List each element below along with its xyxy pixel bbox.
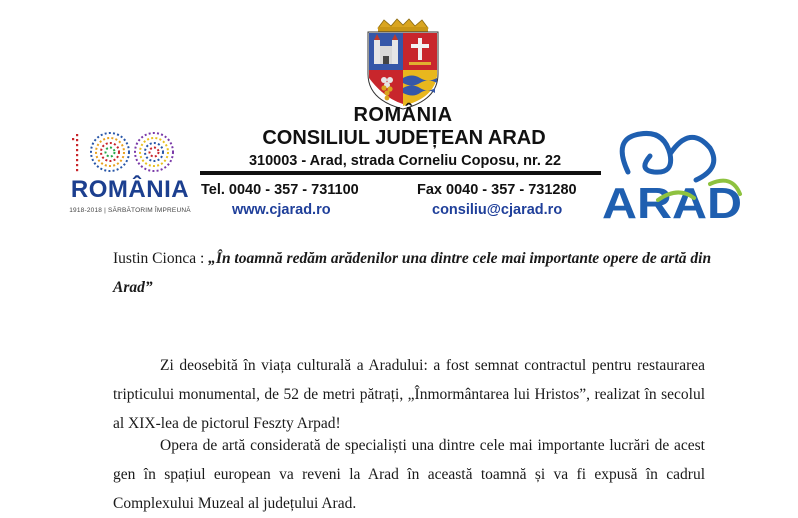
- article-paragraph-2: Opera de artă considerată de specialiști una dintre cele mai importante lucrări de acest gen în spațiul european va reveni la Arad în această toamnă și va fi expusă în cadrul Complexului Muzeal al județului Arad.: [113, 437, 705, 512]
- article-title: [113, 244, 713, 302]
- header-country: ROMÂNIA: [353, 104, 453, 126]
- centenary-logo-tagline: 1918-2018 | SĂRBĂTORIM ÎMPREUNĂ: [69, 207, 191, 214]
- article-headline: „În toamnă redăm arădenilor una dintre cele mai importante opere de artă din Arad”: [113, 250, 712, 296]
- header-divider: [200, 171, 601, 175]
- centenary-logo-word: ROMÂNIA: [70, 176, 190, 203]
- article-paragraph-1: Zi deosebită în viața culturală a Aradului: a fost semnat contractul pentru restaurarea tripticului monumental, de 52 de metri pătrați, „Înmormântarea lui Hristos”, realizat în secolul al XIX-lea de pictorul Feszty Arpad!: [113, 357, 705, 432]
- arad-city-logo-icon: [598, 128, 748, 232]
- header-website-link[interactable]: www.cjarad.ro: [232, 202, 331, 218]
- header-phone: Tel. 0040 - 357 - 731100: [201, 182, 359, 198]
- coat-of-arms-icon: [364, 18, 442, 110]
- article-author: Iustin Cionca :: [113, 250, 209, 267]
- header-address: 310003 - Arad, strada Corneliu Coposu, nr. 22: [248, 153, 562, 169]
- arad-logo-word: ARAD: [602, 179, 742, 228]
- header-council-name: CONSILIUL JUDEȚEAN ARAD: [262, 127, 546, 149]
- header-email-link[interactable]: consiliu@cjarad.ro: [432, 202, 563, 218]
- header-fax: Fax 0040 - 357 - 731280: [417, 182, 577, 198]
